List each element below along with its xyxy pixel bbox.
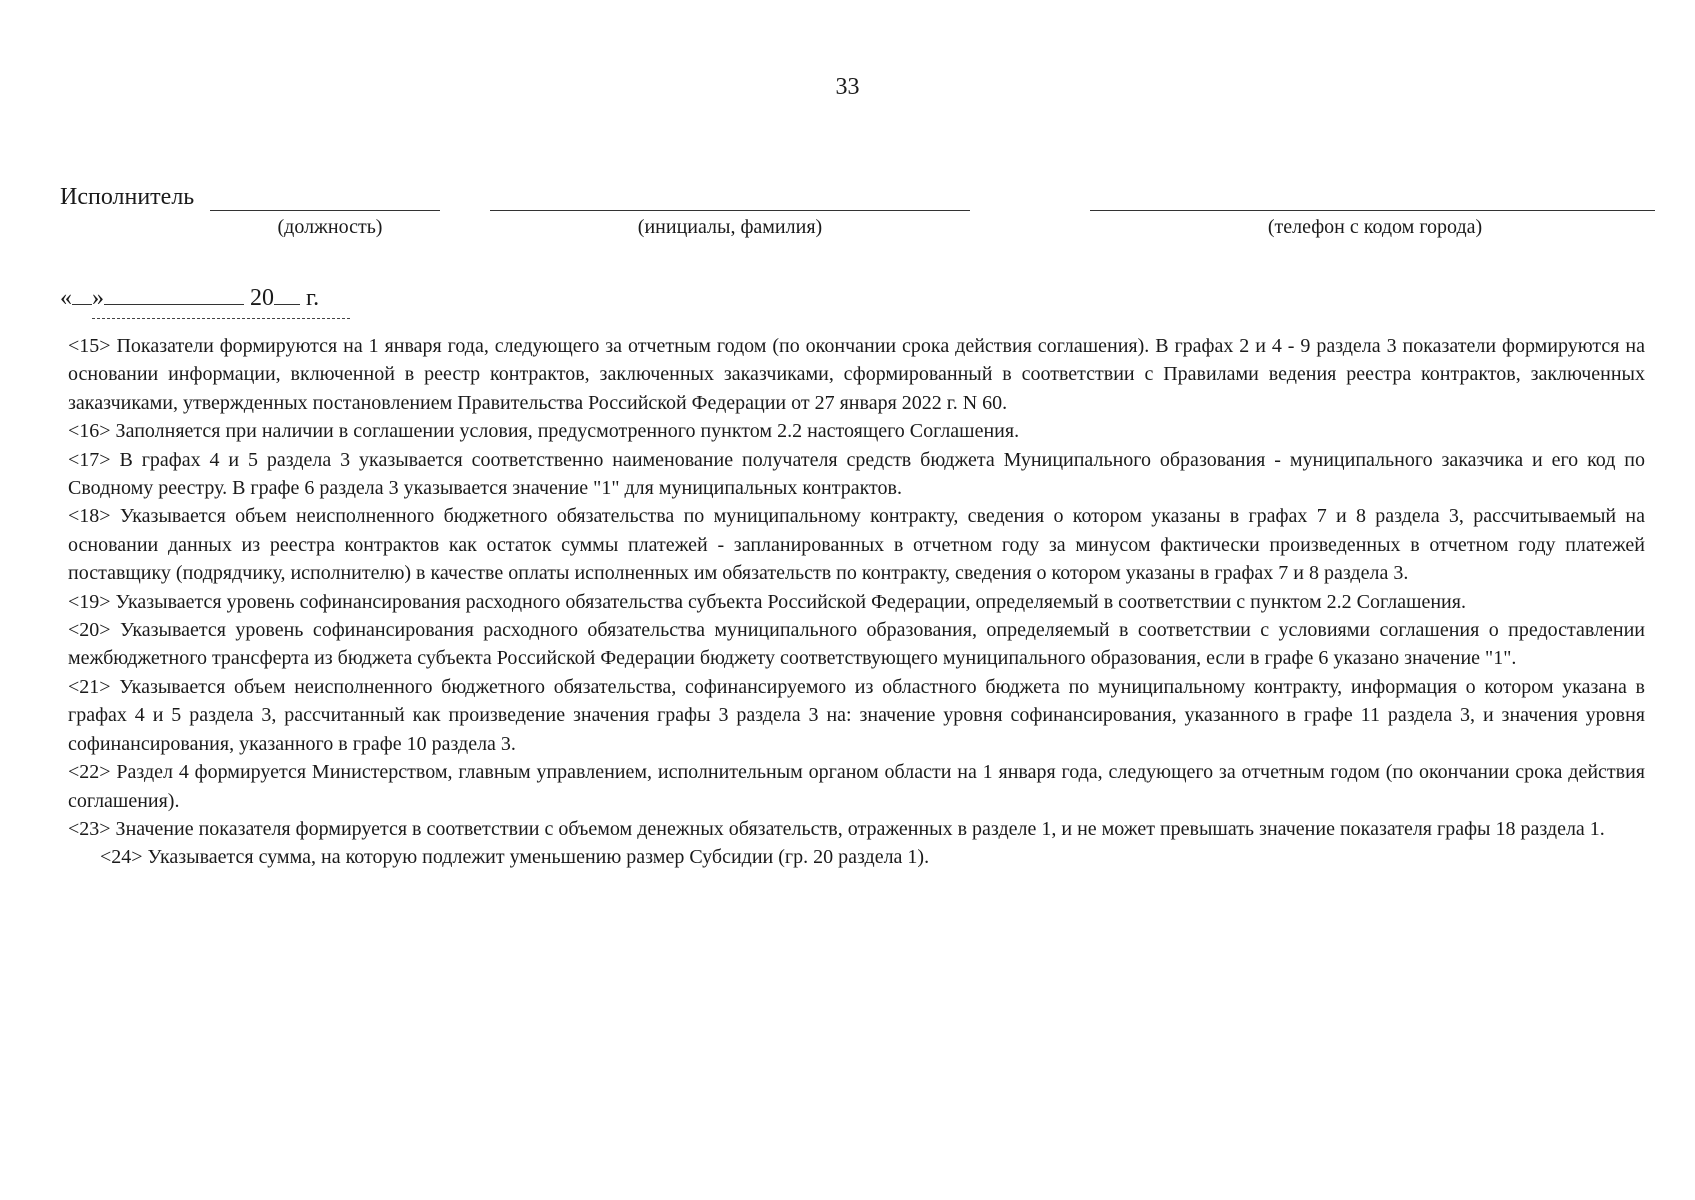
- footnote-19: <19> Указывается уровень софинансирования расходного обязательства субъекта Российской Федерации, определяемый в соответствии с пунктом 2.2 Соглашения.: [68, 590, 1466, 613]
- footnote-22: <22> Раздел 4 формируется Министерством, главным управлением, исполнительным органом области на 1 января года, следующего за отчетным годом (по окончании срока действия соглашения).: [68, 761, 1645, 812]
- footnote-18: <18> Указывается объем неисполненного бюджетного обязательства по муниципальному контракту, сведения о котором указаны в графах 7 и 8 раздела 3, рассчитываемый на основании данных из реестра контрактов как остаток суммы платежей - запланированных в отчетном году за минусом фактически произведенных в отчетном году платежей поставщику (подрядчику, исполнителю) в качестве оплаты исполненных им обязательств по контракту, сведения о котором указаны в графах 7 и 8 раздела 3.: [68, 505, 1645, 585]
- footnote-15: <15> Показатели формируются на 1 января года, следующего за отчетным годом (по окончании срока действия соглашения). В графах 2 и 4 - 9 раздела 3 показатели формируются на основании информации, включенной в реестр контрактов, заключенных заказчиками, сформированный в соответствии с Правилами ведения реестра контрактов, заключенных заказчиками, утвержденных постановлением Правительства Российской Федерации от 27 января 2022 г. N 60.: [68, 335, 1645, 414]
- page-number: 33: [835, 74, 860, 100]
- date-open-quote: «: [60, 285, 72, 311]
- executor-signature-block: [60, 180, 1655, 240]
- footnote-21: <21> Указывается объем неисполненного бюджетного обязательства, софинансируемого из областного бюджета по муниципальному контракту, информация о котором указана в графах 4 и 5 раздела 3, рассчитанный как произведение значения графы 3 раздела 3 на: значение уровня софинансирования, указанного в графе 11 раздела 3, и значения уровня софинансирования, указанного в графе 10 раздела 3.: [68, 675, 1645, 755]
- year-suffix: г.: [306, 285, 320, 311]
- executor-label: Исполнитель: [60, 184, 195, 210]
- year-prefix: 20: [250, 285, 274, 311]
- phone-line: [1090, 210, 1655, 211]
- phone-caption: (телефон с кодом города): [1267, 216, 1483, 238]
- footnote-16: <16> Заполняется при наличии в соглашении условия, предусмотренного пунктом 2.2 настоящего Соглашения.: [68, 420, 1020, 443]
- year-blank: [274, 282, 300, 305]
- position-line: [210, 210, 440, 211]
- month-blank: [104, 282, 244, 305]
- footnote-separator: [92, 318, 350, 319]
- footnote-17: <17> В графах 4 и 5 раздела 3 указывается соответственно наименование получателя средств бюджета Муниципального образования - муниципального заказчика и его код по Сводному реестру. В графе 6 раздела 3 указывается значение "1" для муниципальных контрактов.: [68, 448, 1645, 500]
- footnote-23: <23> Значение показателя формируется в соответствии с объемом денежных обязательств, отраженных в разделе 1, и не может превышать значение показателя графы 18 раздела 1.: [68, 817, 1605, 840]
- footnotes: [68, 332, 1645, 872]
- footnote-24: <24> Указывается сумма, на которую подлежит уменьшению размер Субсидии (гр. 20 раздела 1).: [100, 846, 930, 869]
- footnote-20: <20> Указывается уровень софинансирования расходного обязательства муниципального образования, определяемый в соответствии с условиями соглашения о предоставлении межбюджетного трансферта из бюджета субъекта Российской Федерации бюджету соответствующего муниципального образования, если в графе 6 указано значение "1".: [68, 619, 1645, 670]
- day-blank: [72, 282, 92, 305]
- position-caption: (должность): [277, 216, 383, 238]
- date-close-quote: »: [92, 285, 104, 311]
- name-line: [490, 210, 970, 211]
- name-caption: (инициалы, фамилия): [637, 216, 823, 238]
- date-line: [60, 282, 319, 312]
